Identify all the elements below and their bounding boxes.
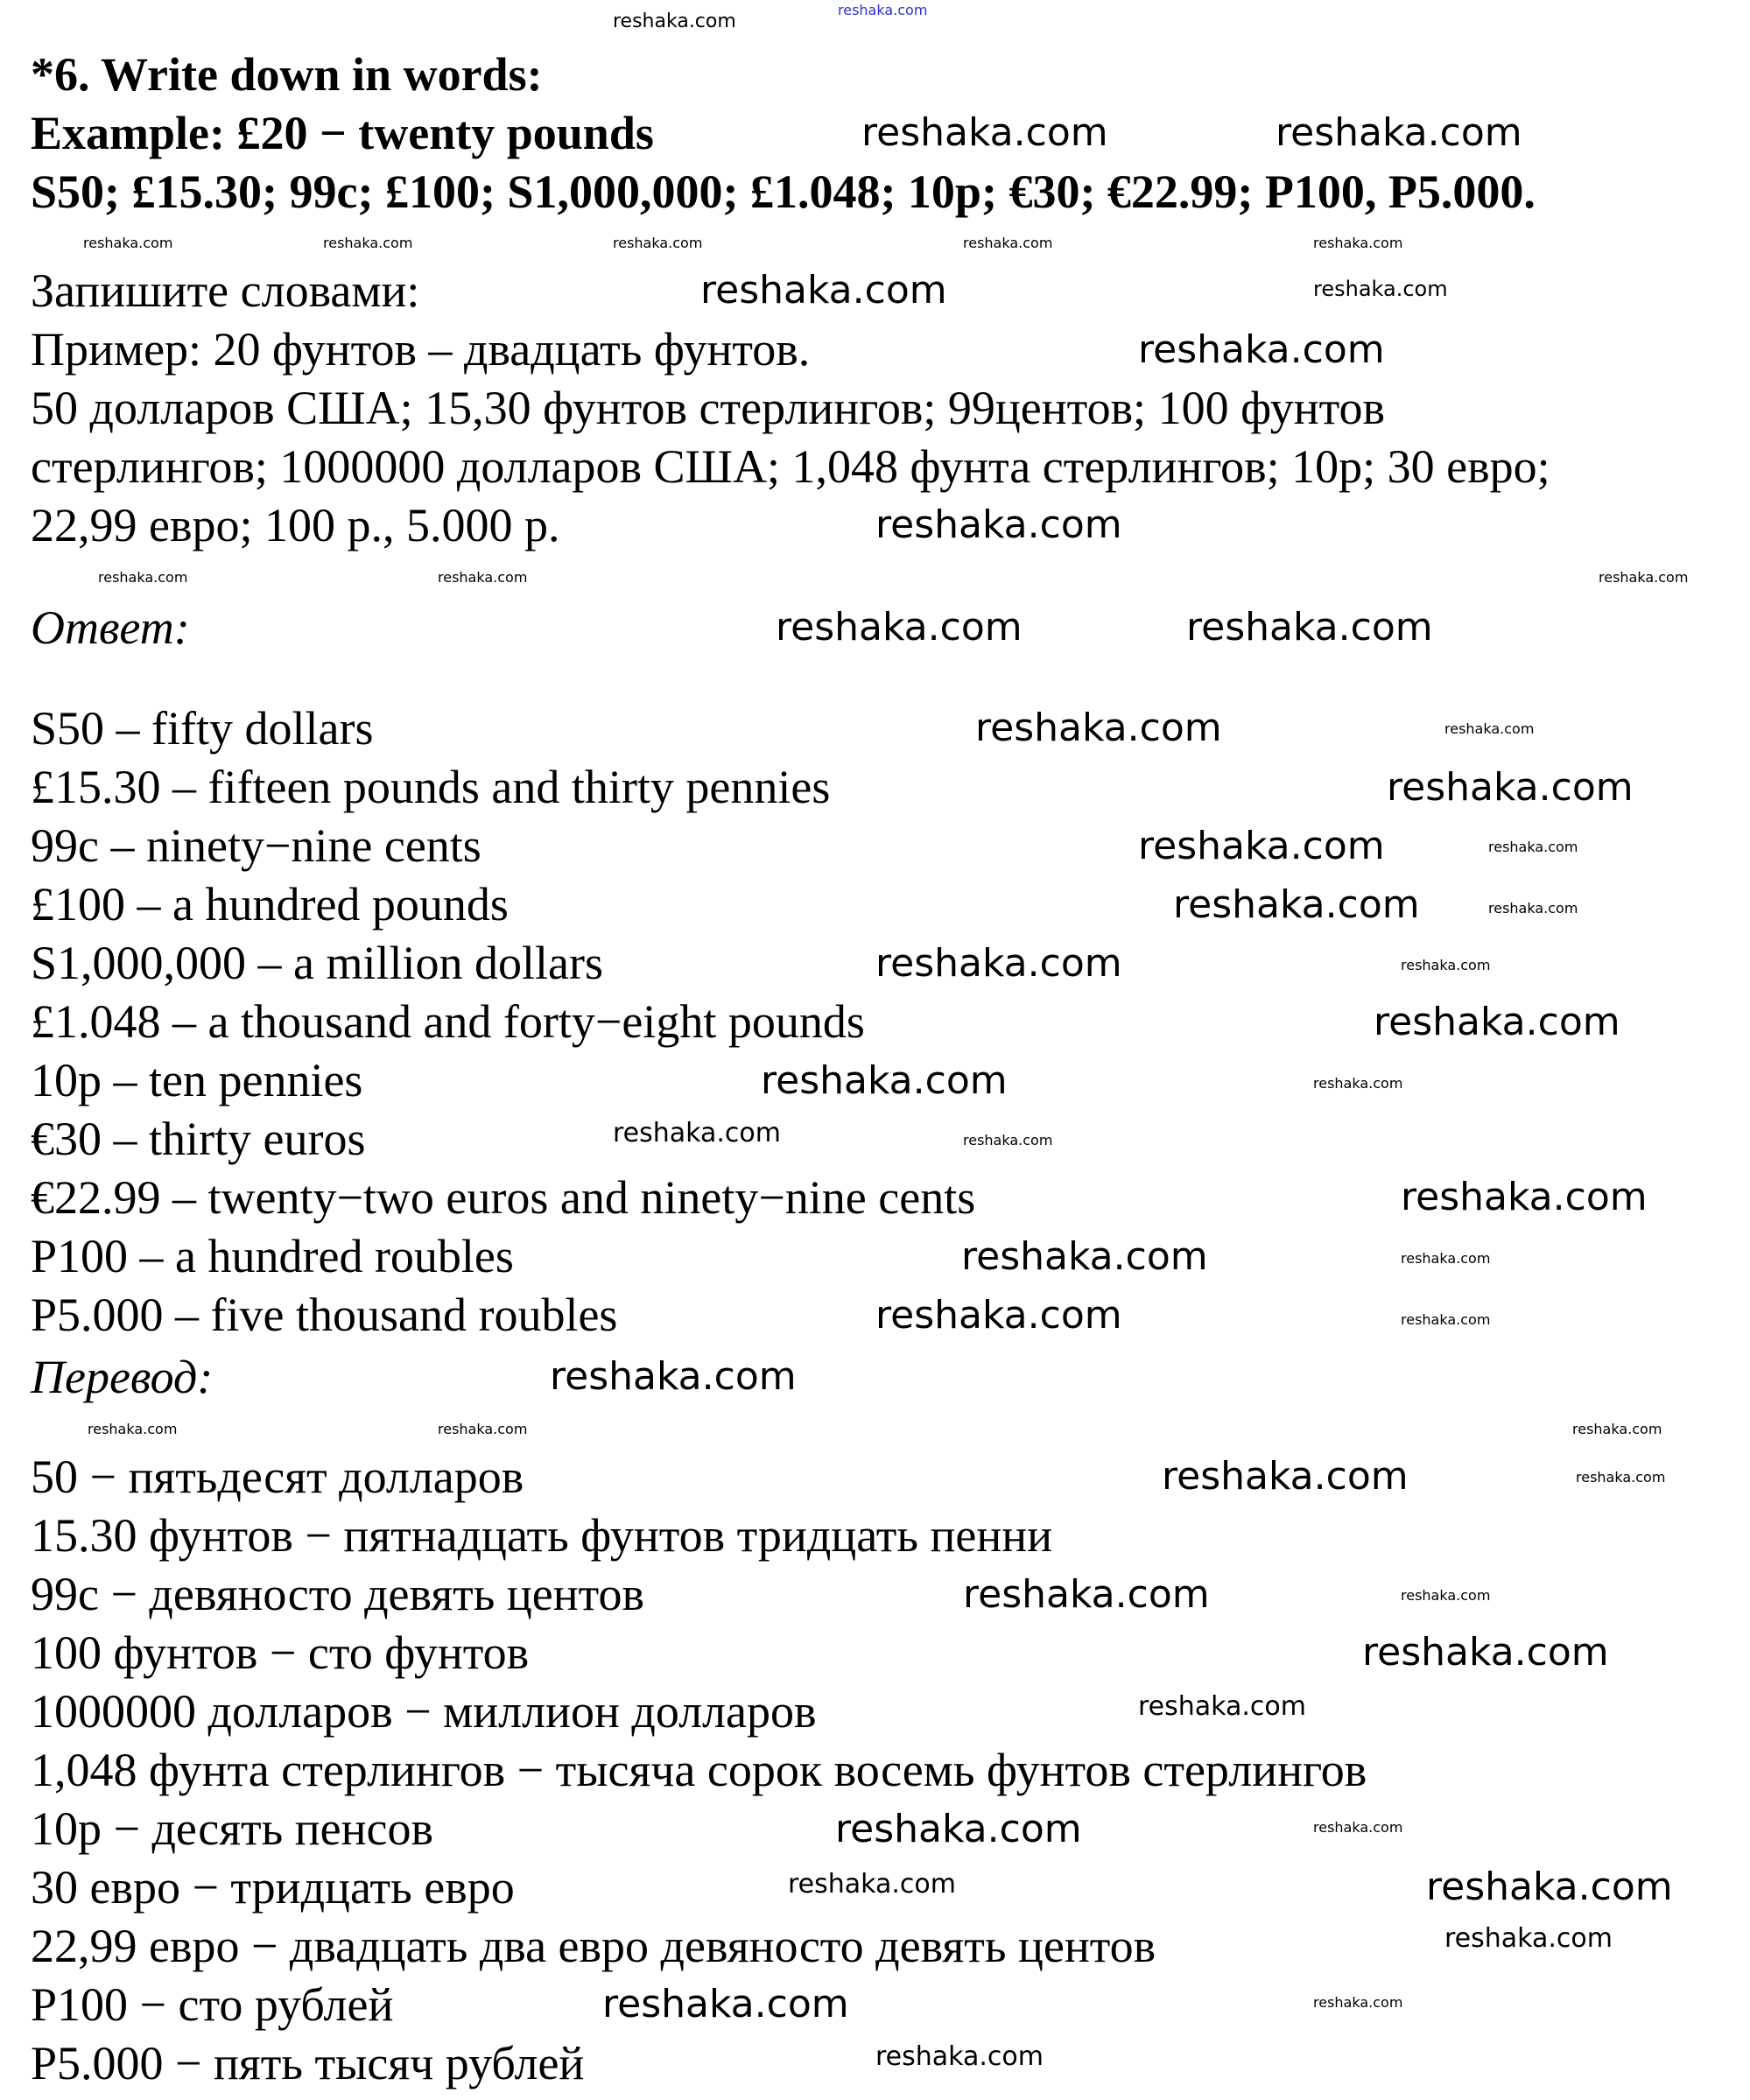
watermark: reshaka.com: [1488, 900, 1578, 917]
watermark: reshaka.com: [1599, 569, 1689, 586]
watermark: reshaka.com: [1276, 110, 1522, 155]
watermark: reshaka.com: [438, 569, 528, 586]
watermark: reshaka.com: [1374, 1000, 1620, 1044]
translation-line: 22,99 евро − двадцать два евро девяносто девять центов: [31, 1920, 1156, 1972]
translation-line: 1000000 долларов − миллион долларов: [31, 1685, 817, 1738]
watermark: reshaka.com: [835, 1807, 1082, 1851]
watermark: reshaka.com: [1138, 327, 1385, 372]
translation-line: 10р − десять пенсов: [31, 1802, 434, 1855]
translation-line: 99c − девяносто девять центов: [31, 1568, 645, 1620]
watermark: reshaka.com: [1401, 1311, 1491, 1328]
watermark: reshaka.com: [961, 1234, 1208, 1279]
watermark: reshaka.com: [700, 268, 947, 313]
translation-line: 15.30 фунтов − пятнадцать фунтов тридцать пенни: [31, 1509, 1053, 1562]
watermark: reshaka.com: [550, 1354, 797, 1399]
task-ru-line: 22,99 евро; 100 р., 5.000 р.: [31, 499, 560, 551]
watermark: reshaka.com: [963, 235, 1053, 251]
translation-line: 30 евро − тридцать евро: [31, 1861, 515, 1914]
answer-heading: Ответ:: [31, 601, 190, 654]
watermark: reshaka.com: [1313, 277, 1448, 301]
answer-line: 10p – ten pennies: [31, 1054, 363, 1106]
answer-line: £1.048 – a thousand and forty−eight pounds: [31, 995, 865, 1048]
translation-line: Р100 − сто рублей: [31, 1978, 394, 2031]
translation-line: 100 фунтов − сто фунтов: [31, 1626, 530, 1679]
watermark: reshaka.com: [1572, 1421, 1662, 1437]
watermark: reshaka.com: [838, 2, 928, 18]
answer-line: S50 – fifty dollars: [31, 702, 374, 755]
watermark: reshaka.com: [438, 1421, 528, 1437]
task-ru-line: 50 долларов США; 15,30 фунтов стерлингов; 99центов; 100 фунтов: [31, 382, 1385, 434]
watermark: reshaka.com: [1401, 1250, 1491, 1267]
watermark: reshaka.com: [1162, 1454, 1409, 1499]
watermark: reshaka.com: [1313, 1994, 1403, 2011]
answer-line: P5.000 – five thousand roubles: [31, 1289, 618, 1341]
watermark: reshaka.com: [1173, 882, 1420, 927]
watermark: reshaka.com: [788, 1869, 956, 1900]
watermark: reshaka.com: [1186, 605, 1433, 650]
watermark: reshaka.com: [1313, 1819, 1403, 1836]
watermark: reshaka.com: [613, 11, 736, 32]
watermark: reshaka.com: [1401, 957, 1491, 973]
answer-line: P100 – a hundred roubles: [31, 1230, 514, 1282]
watermark: reshaka.com: [875, 2041, 1044, 2072]
watermark: reshaka.com: [323, 235, 413, 251]
translation-heading: Перевод:: [31, 1351, 214, 1403]
watermark: reshaka.com: [1444, 1923, 1613, 1954]
watermark: reshaka.com: [1313, 235, 1403, 251]
translation-line: 50 − пятьдесят долларов: [31, 1450, 524, 1503]
watermark: reshaka.com: [1138, 824, 1385, 868]
watermark: reshaka.com: [1362, 1630, 1609, 1675]
answer-line: €22.99 – twenty−two euros and ninety−nine cents: [31, 1171, 976, 1224]
answer-line: €30 – thirty euros: [31, 1113, 366, 1165]
watermark: reshaka.com: [761, 1058, 1008, 1103]
task-title: *6. Write down in words:: [31, 48, 543, 101]
task-ru-line: Запишите словами:: [31, 264, 420, 317]
answer-line: £100 – a hundred pounds: [31, 878, 509, 931]
watermark: reshaka.com: [1138, 1691, 1306, 1722]
watermark: reshaka.com: [875, 941, 1122, 986]
translation-line: Р5.000 − пять тысяч рублей: [31, 2037, 585, 2089]
watermark: reshaka.com: [602, 1982, 849, 2026]
watermark: reshaka.com: [875, 502, 1122, 547]
watermark: reshaka.com: [1387, 765, 1634, 810]
watermark: reshaka.com: [613, 1118, 781, 1148]
watermark: reshaka.com: [963, 1132, 1053, 1148]
task-example: Example: £20 − twenty pounds: [31, 107, 654, 159]
watermark: reshaka.com: [975, 706, 1222, 750]
watermark: reshaka.com: [1576, 1469, 1666, 1485]
watermark: reshaka.com: [613, 235, 703, 251]
watermark: reshaka.com: [776, 605, 1023, 650]
watermark: reshaka.com: [875, 1293, 1122, 1338]
answer-line: S1,000,000 – a million dollars: [31, 937, 603, 989]
watermark: reshaka.com: [861, 110, 1108, 155]
answer-list: [31, 699, 975, 1345]
watermark: reshaka.com: [1401, 1175, 1648, 1219]
answer-line: 99c – ninety−nine cents: [31, 819, 481, 872]
watermark: reshaka.com: [98, 569, 188, 586]
watermark: reshaka.com: [1444, 720, 1535, 737]
watermark: reshaka.com: [963, 1572, 1210, 1617]
task-items: S50; £15.30; 99c; £100; S1,000,000; £1.048; 10p; €30; €22.99; P100, P5.000.: [31, 165, 1536, 218]
watermark: reshaka.com: [88, 1421, 178, 1437]
translation-line: 1,048 фунта стерлингов − тысяча сорок восемь фунтов стерлингов: [31, 1744, 1367, 1796]
watermark: reshaka.com: [1313, 1075, 1403, 1092]
answer-line: £15.30 – fifteen pounds and thirty pennies: [31, 761, 831, 813]
task-ru-line: Пример: 20 фунтов – двадцать фунтов.: [31, 323, 811, 376]
watermark: reshaka.com: [1426, 1865, 1673, 1909]
watermark: reshaka.com: [83, 235, 173, 251]
watermark: reshaka.com: [1401, 1587, 1491, 1604]
watermark: reshaka.com: [1488, 839, 1578, 855]
task-ru-line: стерлингов; 1000000 долларов США; 1,048 фунта стерлингов; 10р; 30 евро;: [31, 440, 1550, 493]
